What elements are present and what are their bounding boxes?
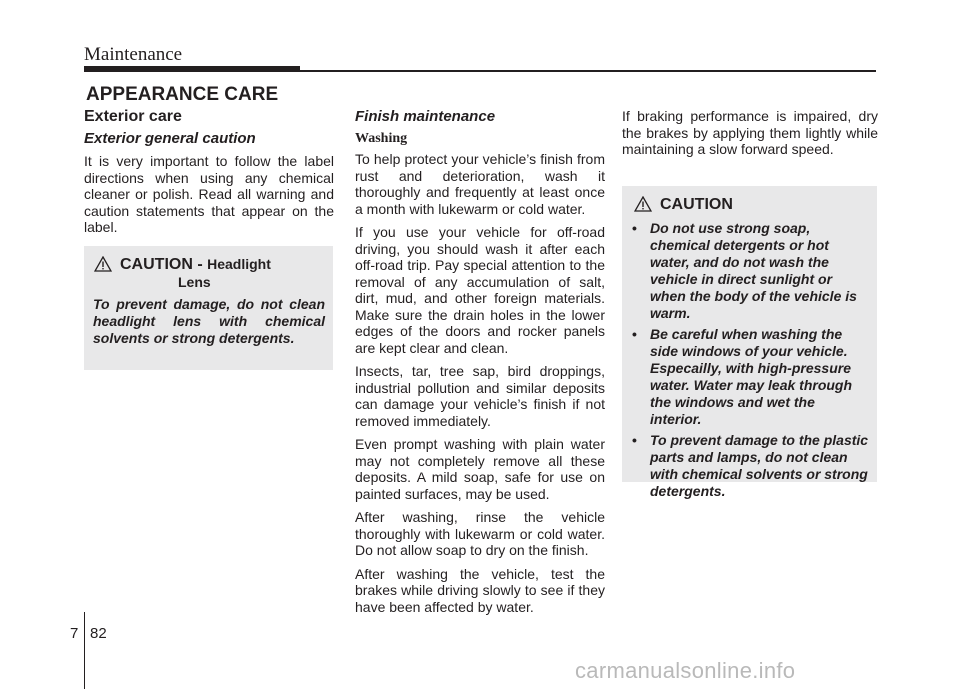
column-left xyxy=(84,108,334,243)
caution-subtitle-line2: Lens xyxy=(178,274,211,290)
warning-triangle-icon xyxy=(634,196,652,212)
caution-box-headlight xyxy=(84,246,333,370)
washing-paragraph: To help protect your vehicle’s finish from rust and deterioration, wash it thoroughly and frequently at least once a month with lukewarm or cold water. xyxy=(355,151,605,217)
header-rule-thick xyxy=(84,66,300,72)
caution-label: CAUTION - xyxy=(120,256,203,273)
caution-box-washing xyxy=(622,186,877,499)
caution-body-text: To prevent damage, do not clean headlight lens with chemical solvents or strong detergents. xyxy=(93,296,325,346)
washing-paragraph: Even prompt washing with plain water may not completely remove all these deposits. A mild soap, safe for use on painted surfaces, may be used. xyxy=(355,436,605,502)
caution-list-item: • Be careful when washing the side windows of your vehicle. Especailly, with high-pressure water. Water may leak through the windows and wet the interior. xyxy=(632,326,869,428)
exterior-caution-subheading: Exterior general caution xyxy=(84,130,256,147)
finish-maintenance-heading: Finish maintenance xyxy=(355,108,496,125)
page-number-divider xyxy=(84,612,85,689)
washing-paragraph: If you use your vehicle for off-road driving, you should wash it after each off-road trip. Pay special attention to the removal of any accumulation of salt, dirt, mud, and other foreign materials. Make sure the drain holes in the lower edges of the doors and rocker panels are kept clear and clean. xyxy=(355,224,605,356)
page-header-title: Maintenance xyxy=(84,44,183,65)
caution-list-item: • To prevent damage to the plastic parts and lamps, do not clean with chemical solvents or strong detergents. xyxy=(632,432,869,500)
header-rule-thin xyxy=(300,70,876,72)
exterior-care-heading: Exterior care xyxy=(84,108,182,125)
washing-subheading: Washing xyxy=(355,131,408,146)
watermark-text: carmanualsonline.info xyxy=(575,658,796,683)
exterior-caution-paragraph: It is very important to follow the label directions when using any chemical cleaner or polish. Read all warning and caution statements that appear on the label. xyxy=(84,153,334,235)
washing-paragraph: After washing, rinse the vehicle thoroughly with lukewarm or cold water. Do not allow soap to dry on the finish. xyxy=(355,509,605,558)
washing-paragraph: Insects, tar, tree sap, bird droppings, industrial pollution and similar deposits can damage your vehicle’s finish if not removed immediately. xyxy=(355,363,605,429)
page-number: 82 xyxy=(90,625,107,642)
caution-subtitle-line1: Headlight xyxy=(207,256,271,272)
column-right xyxy=(622,108,878,165)
washing-paragraph: After washing the vehicle, test the brakes while driving slowly to see if they have been affected by water. xyxy=(355,565,605,615)
chapter-number: 7 xyxy=(70,625,79,642)
caution-list-item: • Do not use strong soap, chemical detergents or hot water, and do not wash the vehicle in direct sunlight or when the body of the vehicle is warm. xyxy=(632,220,869,322)
caution-list xyxy=(622,220,877,500)
caution-label: CAUTION xyxy=(660,196,733,213)
column-middle xyxy=(355,108,605,622)
braking-paragraph: If braking performance is impaired, dry the brakes by applying them lightly while maintaining a slow forward speed. xyxy=(622,108,878,157)
warning-triangle-icon xyxy=(94,256,112,272)
section-title: APPEARANCE CARE xyxy=(86,84,279,105)
